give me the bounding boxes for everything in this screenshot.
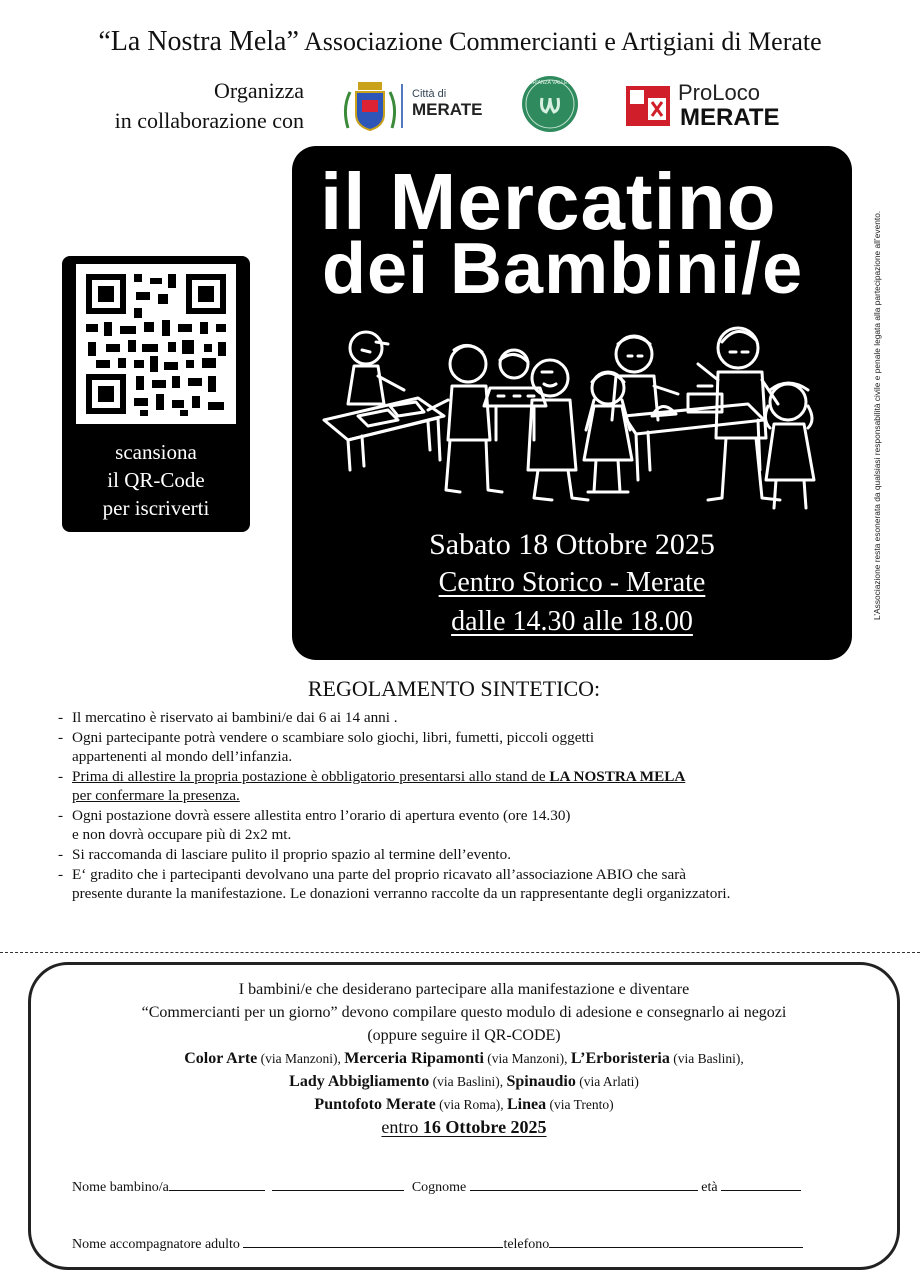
proloco-logo-small: ProLoco [678,80,760,105]
poster-title-line-2: dei Bambini/e [322,229,804,309]
rule-item: - Il mercatino è riservato ai bambini/e dai 6 ai 14 anni . [58,708,898,727]
collab-line-2: in collaborazione con [114,108,304,133]
merate-logo-big: MERATE [412,100,483,119]
child-name-field[interactable] [169,1178,265,1191]
children-market-illustration [318,320,838,520]
qr-caption [62,438,250,522]
shop-name: Color Arte [184,1050,258,1067]
shop-address: (via Manzoni), [257,1051,345,1066]
rules-list [58,708,898,904]
shop-address: (via Baslini), [669,1051,744,1066]
rule-text-cont: e non dovrà occupare più di 2x2 mt. [72,826,292,843]
age-label: età [701,1180,718,1195]
form-row-child [72,1178,801,1196]
surname-label: Cognome [411,1180,467,1195]
poster-title-line-1: il Mercatino [320,157,777,246]
event-place: Centro Storico - Merate [438,567,706,598]
shops-line-1 [28,1047,900,1070]
shop-name: Puntofoto Merate [314,1096,436,1113]
rule-text-cont: presente durante la manifestazione. Le donazioni verranno raccolte da un rappresentante degli organizzatori. [72,885,731,902]
form-row-adult [72,1235,803,1253]
shops-line-2 [28,1070,900,1093]
rule-text: Prima di allestire la propria postazione è obbligatorio presentarsi allo stand de [72,768,550,785]
shop-address: (via Manzoni), [483,1051,571,1066]
rule-text: Si raccomanda di lasciare pulito il proprio spazio al termine dell’evento. [72,846,512,863]
form-intro-3: (oppure seguire il QR-CODE) [367,1027,561,1044]
proloco-logo-big: MERATE [680,104,780,131]
shop-name: Linea [506,1096,547,1113]
rule-item: - Si raccomanda di lasciare pulito il proprio spazio al termine dell’evento. [58,845,898,864]
rule-highlight: LA NOSTRA MELA [549,768,686,785]
qr-code-icon[interactable] [76,264,236,424]
shop-address: (via Trento) [546,1097,614,1112]
adult-name-field[interactable] [243,1235,503,1248]
deadline-date: 16 Ottobre 2025 [422,1117,547,1137]
citta-di-merate-logo [340,78,490,134]
phone-label: telefono [503,1237,550,1252]
rule-item: - Ogni postazione dovrà essere allestita entro l’orario di apertura evento (ore 14.30) e non dovrà occupare più di 2x2 mt. [58,807,571,843]
qr-caption-line-2: il QR-Code [107,468,205,492]
rule-text: Il mercatino è riservato ai bambini/e dai 6 ai 14 anni . [72,709,398,726]
shop-address: (via Baslini), [429,1074,507,1089]
org-full-name: Associazione Commercianti e Artigiani di Merate [303,27,822,56]
proloco-merate-logo [624,80,794,130]
age-field[interactable] [721,1178,801,1191]
adult-name-label: Nome accompagnatore adulto [72,1237,240,1252]
rule-item: - Prima di allestire la propria postazione è obbligatorio presentarsi allo stand de LA NOSTRA MELA per confermare la presenza. [58,768,686,804]
brianza-valley-logo [522,76,578,132]
phone-field[interactable] [549,1235,803,1248]
rule-text-cont: per confermare la presenza. [72,787,240,804]
shop-name: Merceria Ripamonti [344,1050,484,1067]
liability-disclaimer: L’Associazione resta esonerata da qualsiasi responsabilità civile e penale legata alla partecipazione all’evento. [872,210,882,620]
child-name-label: Nome bambino/a [72,1180,169,1195]
header-organizer [0,26,920,58]
shops-line-3 [28,1093,900,1116]
shop-address: (via Roma), [435,1097,507,1112]
collab-line-1: Organizza [214,78,304,103]
shop-address: (via Arlati) [575,1074,639,1089]
rule-text: Ogni partecipante potrà vendere o scambiare solo giochi, libri, fumetti, piccoli oggetti [72,729,595,746]
form-intro-1: I bambini/e che desiderano partecipare alla manifestazione e diventare [238,981,690,998]
event-time-wrapper [292,606,852,638]
shop-name: L’Erboristeria [570,1050,670,1067]
event-time: dalle 14.30 alle 18.00 [451,606,693,637]
deadline [28,1116,900,1139]
event-date: Sabato 18 Ottobre 2025 [429,528,715,561]
rule-text: E‘ gradito che i partecipanti devolvano una parte del proprio ricavato all’associazione ABIO che sarà [72,866,686,883]
brianza-logo-text: BRIANZA VALLEY [529,80,571,86]
shop-name: Spinaudio [506,1073,576,1090]
deadline-prefix: entro [381,1117,423,1137]
cut-line [0,952,920,953]
form-instructions [28,978,900,1139]
rules-title: REGOLAMENTO SINTETICO: [307,676,601,701]
shop-name: Lady Abbigliamento [289,1073,430,1090]
rule-item: - E‘ gradito che i partecipanti devolvano una parte del proprio ricavato all’associazione ABIO che sarà presente durante la manifestazione. Le donazioni verranno raccolte da un rappresentante degli organizzatori. [58,866,731,902]
rule-item: - Ogni partecipante potrà vendere o scambiare solo giochi, libri, fumetti, piccoli oggetti appartenenti al mondo dell’infanzia. [58,729,595,765]
event-place-wrapper [292,567,852,599]
form-intro-2: “Commercianti per un giorno” devono compilare questo modulo di adesione e consegnarlo ai negozi [141,1004,787,1021]
surname-field[interactable] [470,1178,698,1191]
collaboration-text [60,76,304,136]
qr-caption-line-1: scansiona [115,440,197,464]
rule-text: Ogni postazione dovrà essere allestita entro l’orario di apertura evento (ore 14.30) [72,807,571,824]
rule-text-cont: appartenenti al mondo dell’infanzia. [72,748,293,765]
qr-caption-line-3: per iscriverti [102,496,210,520]
proloco-flag-icon [624,80,674,130]
merate-logo-small: Città di [412,88,447,100]
org-name: “La Nostra Mela” [98,26,299,57]
child-name-extra-field[interactable] [272,1178,404,1191]
